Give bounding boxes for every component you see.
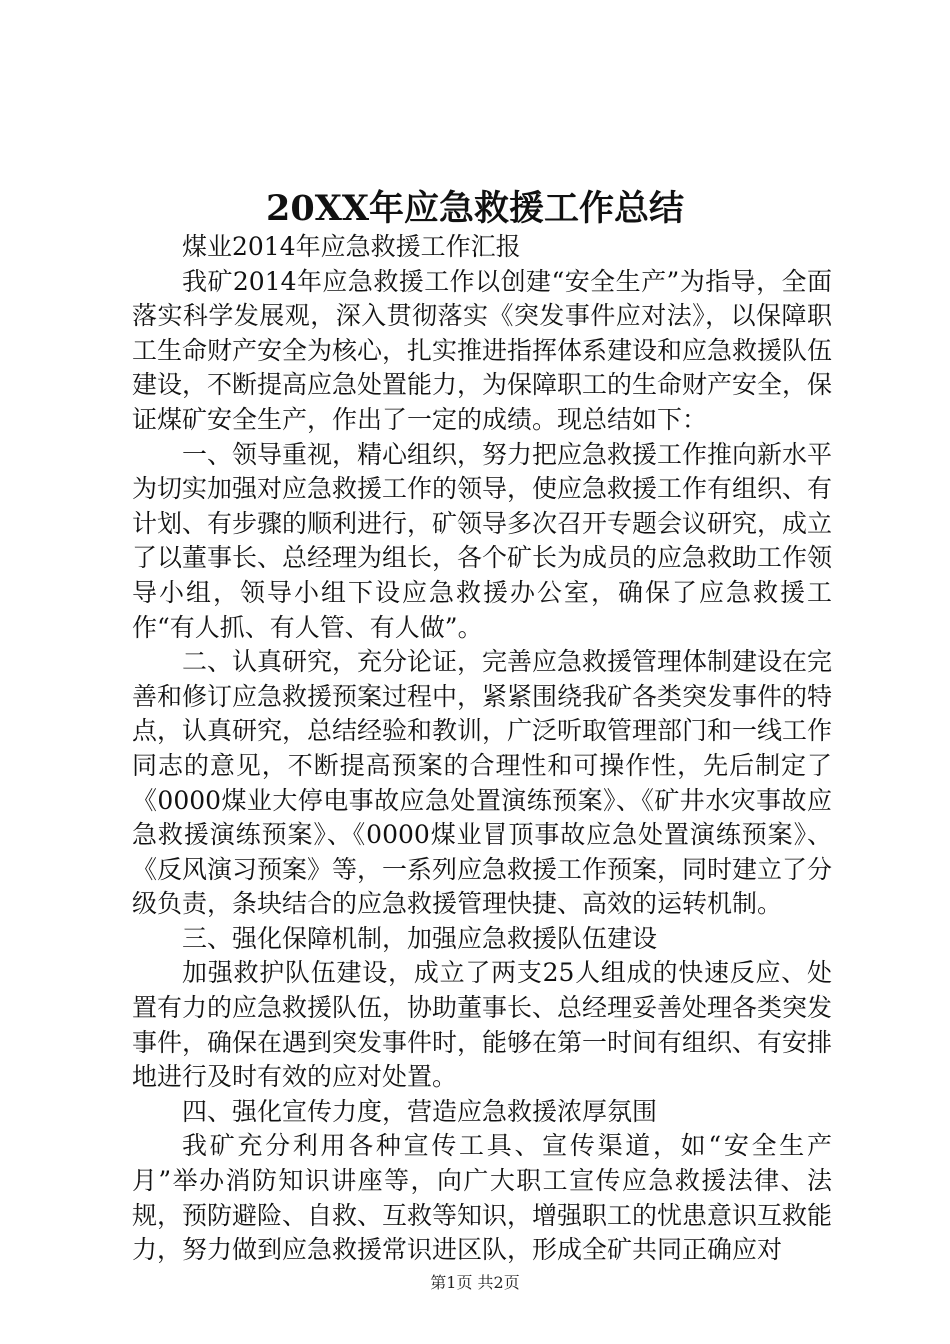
document-body [132,230,832,1268]
paragraph-subtitle: 煤业2014年应急救援工作汇报 [182,232,521,261]
paragraph-section-3-body: 加强救护队伍建设，成立了两支25人组成的快速反应、处置有力的应急救援队伍，协助董事长、总经理妥善处理各类突发事件，确保在遇到突发事件时，能够在第一时间有组织、有安排地进行及时有效的应对处置。 [132,958,833,1092]
document-title: 20XX年应急救援工作总结 [265,188,685,229]
paragraph-section-3-heading: 三、强化保障机制，加强应急救援队伍建设 [182,923,658,953]
paragraph-section-4-heading: 四、强化宣传力度，营造应急救援浓厚氛围 [182,1096,658,1126]
paragraph-section-2: 二、认真研究，充分论证，完善应急救援管理体制建设在完善和修订应急救援预案过程中，紧紧围绕我矿各类突发事件的特点，认真研究，总结经验和教训，广泛听取管理部门和一线工作同志的意见，不断提高预案的合理性和可操作性，先后制定了《0000煤业大停电事故应急处置演练预案》、《矿井水灾事故应急救援演练预案》、《0000煤业冒顶事故应急处置演练预案》、《反风演习预案》等，一系列应急救援工作预案，同时建立了分级负责，条块结合的应急救援管理快捷、高效的运转机制。 [132,647,833,919]
paragraph-intro: 我矿2014年应急救援工作以创建“安全生产”为指导，全面落实科学发展观，深入贯彻落实《突发事件应对法》，以保障职工生命财产安全为核心，扎实推进指挥体系建设和应急救援队伍建设，不断提高应急处置能力，为保障职工的生命财产安全，保证煤矿安全生产，作出了一定的成绩。现总结如下： [132,266,833,434]
page-footer: 第1页 共2页 [430,1273,520,1292]
paragraph-section-1: 一、领导重视，精心组织，努力把应急救援工作推向新水平为切实加强对应急救援工作的领导，使应急救援工作有组织、有计划、有步骤的顺利进行，矿领导多次召开专题会议研究，成立了以董事长、总经理为组长，各个矿长为成员的应急救助工作领导小组，领导小组下设应急救援办公室，确保了应急救援工作“有人抓、有人管、有人做”。 [132,439,833,642]
paragraph-section-4-body: 我矿充分利用各种宣传工具、宣传渠道，如“安全生产月”举办消防知识讲座等，向广大职工宣传应急救援法律、法规，预防避险、自救、互救等知识，增强职工的忧患意识互救能力，努力做到应急救援常识进区队，形成全矿共同正确应对 [132,1131,833,1265]
